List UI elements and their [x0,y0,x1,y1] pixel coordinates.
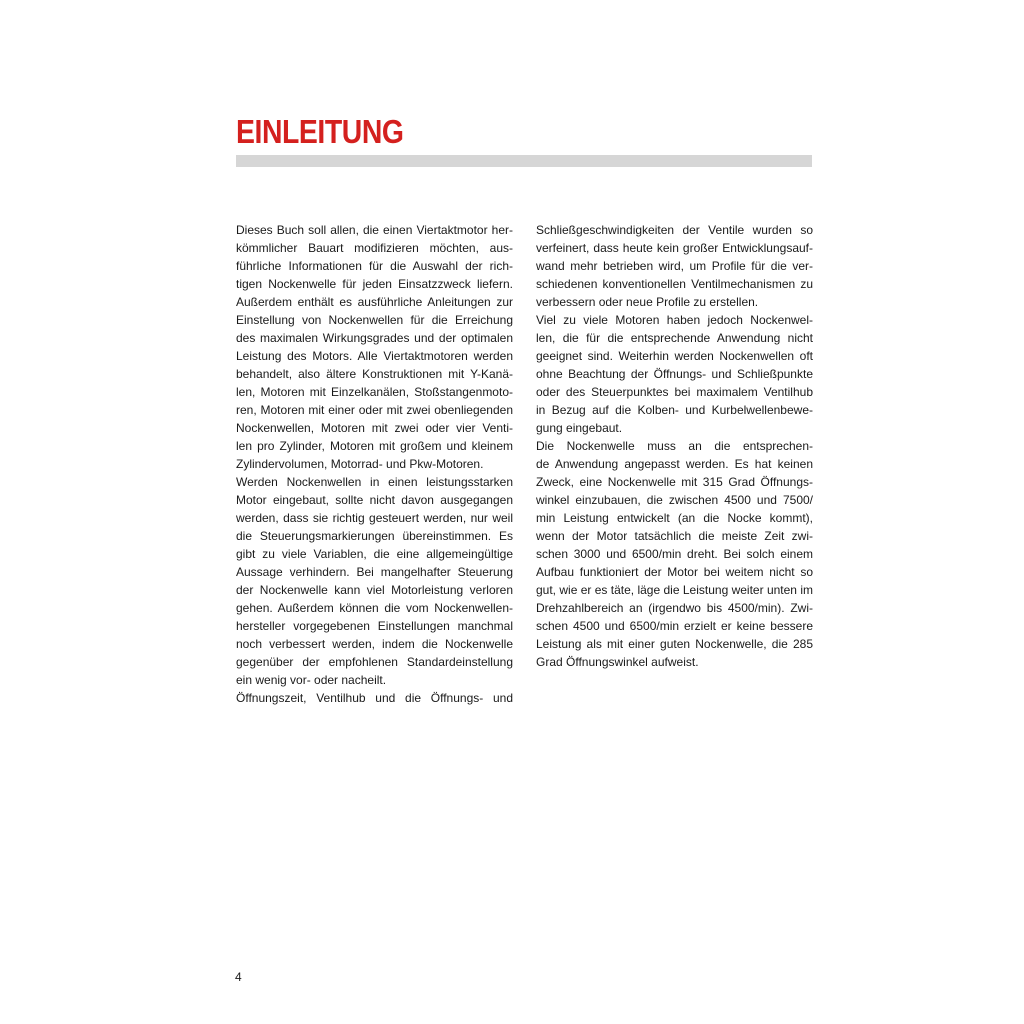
text-line: winkel einzubauen, die zwischen 4500 und 7500/ [536,493,813,507]
chapter-heading: EINLEITUNG [236,113,404,150]
text-line: Außerdem enthält es ausführliche Anleitungen zur [236,295,513,309]
text-line: des maximalen Wirkungsgrades und der optimalen [236,331,513,345]
text-line: noch verbessert werden, indem die Nockenwelle [236,637,513,651]
text-line: ren, Motoren mit einer oder mit zwei obenliegenden [236,403,513,417]
text-line: gegenüber der empfohlenen Standardeinstellung [236,655,513,669]
text-line: schen 3000 und 6500/min dreht. Bei solch einem [536,547,813,561]
text-line: gut, wie er es täte, läge die Leistung weiter unten im [536,583,813,597]
text-line: ein wenig vor- oder nacheilt. [236,673,387,687]
text-line: werden, dass sie richtig gesteuert werden, nur weil [236,511,513,525]
text-line: Aussage verhindern. Bei mangelhafter Steuerung [236,565,513,579]
text-line: Leistung des Motors. Alle Viertaktmotoren werden [236,349,513,363]
text-line: Viel zu viele Motoren haben jedoch Nockenwel- [536,313,813,327]
text-line: Öffnungszeit, Ventilhub und die Öffnungs- und [236,691,513,705]
text-line: führliche Informationen für die Auswahl der rich- [236,259,513,273]
text-line: schen 4500 und 6500/min erzielt er keine bessere [536,619,813,633]
text-line: die Steuerungsmarkierungen übereinstimmen. Es [236,529,513,543]
text-line: der Nockenwelle kann viel Motorleistung verloren [236,583,513,597]
text-line: Grad Öffnungswinkel aufweist. [536,655,699,669]
text-column-right [536,221,813,671]
text-line: ohne Beachtung der Öffnungs- und Schließpunkte [536,367,813,381]
text-line: Zylindervolumen, Motorrad- und Pkw-Motoren. [236,457,484,471]
text-line: Nockenwellen, Motoren mit zwei oder vier Venti- [236,421,513,435]
text-line: Dieses Buch soll allen, die einen Viertaktmotor her- [236,223,513,237]
text-line: tigen Nockenwelle für jeden Einsatzzweck liefern. [236,277,513,291]
text-line: Zweck, eine Nockenwelle mit 315 Grad Öffnungs- [536,475,813,489]
page-number: 4 [235,970,242,984]
text-line: wenn der Motor tatsächlich die meiste Zeit zwi- [536,529,813,543]
text-line: de Anwendung angepasst werden. Es hat keinen [536,457,813,471]
text-line: in Bezug auf die Kolben- und Kurbelwellenbewe- [536,403,813,417]
text-line: verfeinert, dass heute kein großer Entwicklungsauf- [536,241,813,255]
heading-underline-bar [236,155,812,167]
text-column-left [236,221,513,707]
text-line: geeignet sind. Weiterhin werden Nockenwellen oft [536,349,813,363]
text-line: Drehzahlbereich an (irgendwo bis 4500/min). Zwi- [536,601,813,615]
text-line: hersteller vorgegebenen Einstellungen manchmal [236,619,513,633]
text-line: gung eingebaut. [536,421,623,435]
text-line: Leistung als mit einer guten Nockenwelle, die 285 [536,637,813,651]
text-line: verbessern oder neue Profile zu erstellen. [536,295,759,309]
text-line: len pro Zylinder, Motoren mit großem und kleinem [236,439,513,453]
text-line: gibt zu viele Variablen, die eine allgemeingültige [236,547,513,561]
text-line: Werden Nockenwellen in einen leistungsstarken [236,475,513,489]
text-line: behandelt, also ältere Konstruktionen mit Y-Kanä- [236,367,513,381]
text-line: min Leistung entwickelt (an die Nocke kommt), [536,511,813,525]
text-line: Einstellung von Nockenwellen für die Erreichung [236,313,513,327]
text-line: wand mehr betrieben wird, um Profile für die ver- [536,259,813,273]
text-line: gehen. Außerdem können die vom Nockenwellen- [236,601,513,615]
text-line: len, Motoren mit Einzelkanälen, Stoßstangenmoto- [236,385,513,399]
text-line: Motor eingebaut, sollte nicht davon ausgegangen [236,493,513,507]
text-line: schiedenen konventionellen Ventilmechanismen zu [536,277,813,291]
text-line: oder des Steuerpunktes bei maximalem Ventilhub [536,385,813,399]
text-line: len, die für die entsprechende Anwendung nicht [536,331,813,345]
text-line: Aufbau funktioniert der Motor bei weitem nicht so [536,565,813,579]
text-line: kömmlicher Bauart modifizieren möchten, aus- [236,241,513,255]
text-line: Die Nockenwelle muss an die entsprechen- [536,439,813,453]
text-line: Schließgeschwindigkeiten der Ventile wurden so [536,223,813,237]
